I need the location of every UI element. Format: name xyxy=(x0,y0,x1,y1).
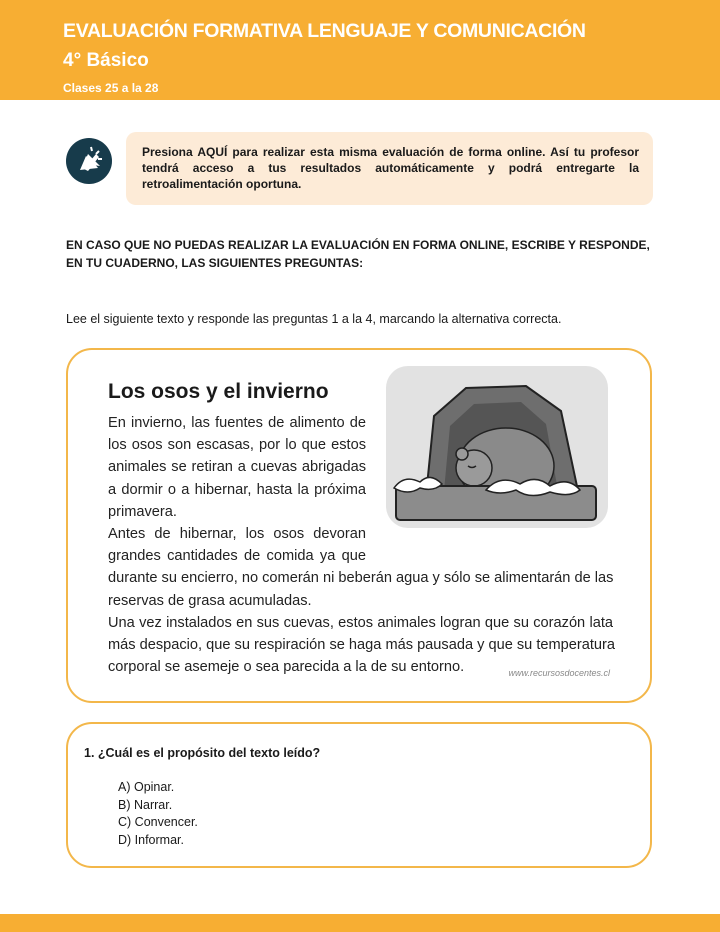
reading-card xyxy=(66,348,652,703)
reading-line: grandes cantidades de comida ya que xyxy=(108,548,366,565)
classes-label: Clases 25 a la 28 xyxy=(63,81,159,95)
question-1-options xyxy=(118,779,198,849)
option-b[interactable]: B) Narrar. xyxy=(118,797,173,812)
reading-line: los osos son escasas, por lo que estos xyxy=(108,437,366,454)
reading-line: animales se retiran a cuevas abrigadas xyxy=(108,459,366,476)
reading-line: más despacio, que su respiración se haga más pausada y que su temperatura xyxy=(108,637,616,654)
reading-line: En invierno, las fuentes de alimento de xyxy=(108,415,366,431)
source-credit: www.recursosdocentes.cl xyxy=(508,668,610,678)
footer-bar xyxy=(0,914,720,932)
reading-line: Una vez instalados en sus cuevas, estos animales logran que su corazón lata xyxy=(108,614,613,631)
reading-line: reservas de grasa acumuladas. xyxy=(108,592,312,609)
click-cursor-icon[interactable] xyxy=(66,138,112,184)
option-a[interactable]: A) Opinar. xyxy=(118,780,175,794)
grade-label: 4° Básico xyxy=(63,50,149,71)
option-c[interactable]: C) Convencer. xyxy=(118,815,198,829)
header-banner xyxy=(0,0,720,100)
page-title: EVALUACIÓN FORMATIVA LENGUAJE Y COMUNICACIÓN xyxy=(63,20,586,42)
instructions: EN CASO QUE NO PUEDAS REALIZAR LA EVALUACIÓN EN FORMA ONLINE, ESCRIBE Y RESPONDE, EN TU CUADERNO, LAS SIGUIENTES PREGUNTAS: xyxy=(66,238,650,270)
reading-line: Antes de hibernar, los osos devoran xyxy=(108,526,366,543)
reading-line: a dormir o a hibernar, hasta la próxima xyxy=(108,481,366,498)
online-evaluation-link[interactable]: Presiona AQUÍ para realizar esta misma evaluación de forma online. Así tu profesor tendrá acceso a tus resultados automáticamente y podrá entregarte la retroalimentación oportuna. xyxy=(126,132,653,205)
bear-cave-illustration xyxy=(386,366,608,528)
reading-line: primavera. xyxy=(108,503,177,520)
reading-line: durante su encierro, no comerán ni beberán agua y sólo se alimentarán de las xyxy=(108,570,614,587)
option-d[interactable]: D) Informar. xyxy=(118,832,184,847)
reading-line: corporal se asemeje o sea parecida a la de su entorno. xyxy=(108,659,465,676)
reading-instructions: Lee el siguiente texto y responde las preguntas 1 a la 4, marcando la alternativa correcta. xyxy=(66,312,562,326)
question-card xyxy=(66,722,652,868)
question-1-text: 1. ¿Cuál es el propósito del texto leído? xyxy=(84,746,321,760)
reading-title: Los osos y el invierno xyxy=(108,380,329,403)
